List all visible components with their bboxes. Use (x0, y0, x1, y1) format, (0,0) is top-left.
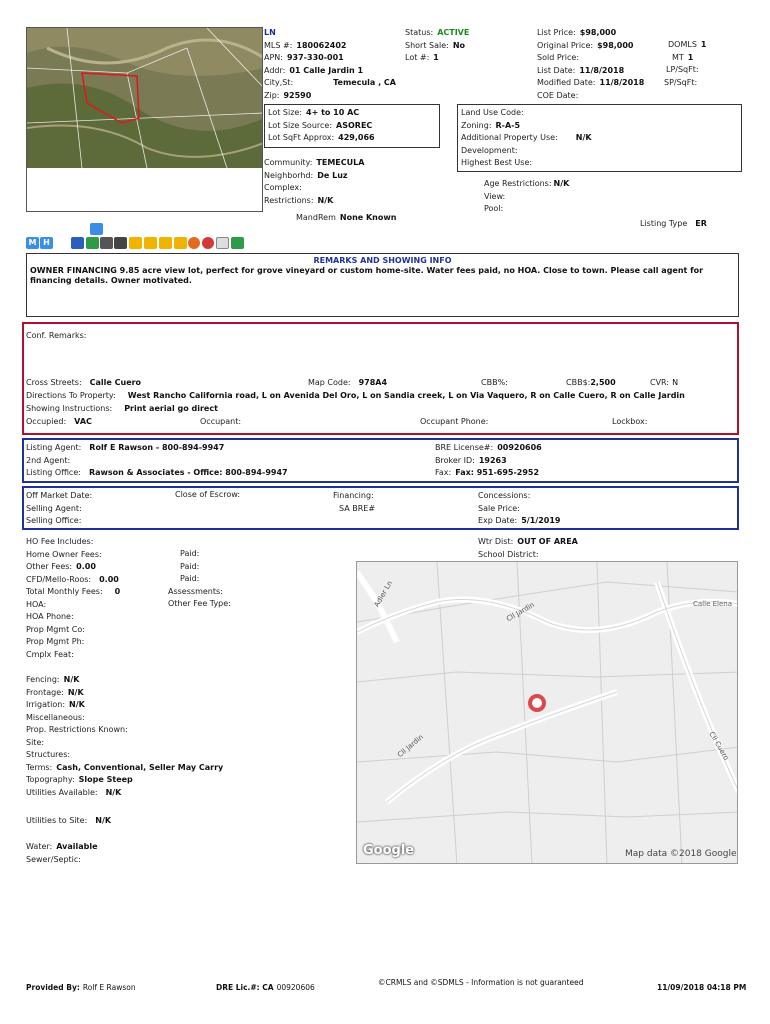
camera-icon[interactable] (114, 237, 127, 249)
mt-value: 1 (687, 52, 694, 62)
utilities-available-value: N/K (105, 787, 122, 797)
fencing-value: N/K (63, 675, 80, 684)
list-price-value: $98,000 (579, 28, 617, 37)
apn-label: APN: (264, 53, 283, 62)
other-fees-value: 0.00 (76, 562, 96, 571)
other-fee-type-label: Other Fee Type: (168, 599, 231, 608)
lot-size-value: 4+ to 10 AC (306, 108, 360, 117)
view-label: View: (484, 191, 506, 201)
zoning-value: R-A-5 (495, 120, 521, 130)
wtr-dist-value: OUT OF AREA (517, 537, 578, 546)
status-badge: ACTIVE (437, 28, 470, 37)
list-price-label: List Price: (537, 28, 576, 37)
lot-source-value: ASOREC (336, 120, 373, 130)
map-code-value: 978A4 (358, 378, 388, 387)
pool-label: Pool: (484, 204, 504, 213)
other-fees-label: Other Fees: (26, 562, 73, 571)
mandrem-value: None Known (339, 213, 397, 222)
site-label: Site: (26, 737, 45, 747)
lot-value: 1 (433, 53, 439, 62)
hoa-phone-label: HOA Phone: (26, 612, 74, 621)
financing-label: Financing: (333, 491, 374, 500)
alert-icon[interactable] (174, 237, 187, 249)
highest-use-label: Highest Best Use: (461, 158, 533, 167)
orig-price-label: Original Price: (537, 40, 594, 50)
neighborhood-value: De Luz (317, 170, 348, 180)
location-map[interactable] (356, 561, 738, 864)
map-m-icon[interactable]: M (26, 237, 39, 249)
lot-sqft-label: Lot SqFt Approx: (268, 133, 335, 142)
house-icon[interactable] (100, 237, 113, 249)
frontage-label: Frontage: (26, 687, 64, 697)
prop-mgmt-label: Prop Mgmt Co: (26, 624, 85, 634)
coe-label: COE Date: (537, 90, 579, 100)
cross-streets-value: Calle Cuero (89, 378, 142, 387)
domls-value: 1 (700, 40, 707, 49)
wtr-dist-label: Wtr Dist: (478, 537, 514, 546)
megaphone-icon[interactable] (144, 237, 157, 249)
remarks-text: OWNER FINANCING 9.85 acre view lot, perfect for grove vineyard or custom home-site. Water fees paid, no HOA. Close to town. Please call agent for financing details. Owner motivated. (30, 266, 704, 285)
mt-label: MT (672, 52, 684, 62)
land-use-label: Land Use Code: (461, 108, 524, 117)
cbb-label: CBB$: (566, 378, 591, 387)
city-label: City,St: (264, 78, 294, 87)
broker-label: Broker ID: (435, 455, 475, 465)
total-fees-value: 0 (114, 587, 121, 596)
addl-use-label: Additional Property Use: (461, 133, 558, 142)
school-district-label: School District: (478, 549, 539, 559)
structures-label: Structures: (26, 750, 71, 759)
selling-office-label: Selling Office: (26, 516, 82, 525)
exp-date-label: Exp Date: (478, 516, 518, 525)
community-label: Community: (264, 158, 313, 167)
cvr-value: N (672, 378, 679, 387)
map-label-cuero: Cll Cuero (707, 730, 731, 762)
conf-remarks-label: Conf. Remarks: (26, 331, 87, 340)
topography-value: Slope Steep (78, 775, 133, 784)
water-value: Available (56, 842, 98, 851)
frontage-value: N/K (67, 687, 84, 697)
building-icon[interactable] (90, 223, 103, 235)
history-h-icon[interactable]: H (40, 237, 53, 249)
zoning-label: Zoning: (461, 120, 492, 130)
occupied-value: VAC (74, 417, 92, 426)
exp-date-value: 5/1/2019 (521, 516, 561, 525)
hoa-label: HOA: (26, 599, 47, 609)
info-icon[interactable] (71, 237, 84, 249)
city-value: Temecula , CA (333, 78, 396, 87)
lp-sqft-label: LP/SqFt: (666, 65, 699, 74)
occupied-label: Occupied: (26, 417, 67, 426)
listing-office-label: Listing Office: (26, 468, 81, 477)
map-label-adler: Adler Ln (372, 579, 395, 609)
off-market-label: Off Market Date: (26, 491, 93, 500)
cbb-pct-label: CBB%: (481, 378, 508, 387)
addr-label: Addr: (264, 65, 286, 75)
assessments-label: Assessments: (168, 586, 223, 596)
chart-icon[interactable] (216, 237, 229, 249)
map-code-label: Map Code: (308, 378, 351, 387)
apn-value: 937-330-001 (286, 53, 344, 62)
aerial-photo (26, 27, 263, 212)
concessions-label: Concessions: (478, 491, 531, 500)
irrigation-label: Irrigation: (26, 700, 66, 709)
dre-value: 00920606 (276, 983, 315, 992)
pie-icon[interactable] (202, 237, 214, 249)
mandrem-label: MandRem (296, 213, 336, 222)
home-icon[interactable] (86, 237, 99, 249)
addl-use-value: N/K (575, 133, 592, 142)
complex-label: Complex: (264, 183, 302, 192)
zip-value: 92590 (283, 90, 312, 100)
sa-bre-label: SA BRE# (339, 503, 376, 513)
mls-value: 180062402 (296, 40, 347, 50)
star-icon[interactable] (188, 237, 200, 249)
showing-label: Showing Instructions: (26, 404, 113, 413)
map-label-jardin-2: Cll Jardin (396, 732, 425, 760)
lot-sqft-value: 429,066 (338, 133, 375, 142)
list-date-label: List Date: (537, 65, 576, 75)
prop-mgmt-ph-label: Prop Mgmt Ph: (26, 637, 85, 646)
community-value: TEMECULA (316, 158, 365, 167)
neighborhood-label: Neighborhd: (264, 170, 314, 180)
icon-toolbar (26, 221, 266, 251)
fax-label: Fax: (435, 468, 452, 477)
map-label-elena: Calle Elena (693, 600, 732, 608)
map-label-jardin-1: Cll Jardin (505, 600, 536, 624)
cbb-value: 2,500 (590, 378, 616, 387)
lot-source-label: Lot Size Source: (268, 120, 333, 130)
sale-section (22, 486, 739, 530)
mls-label: MLS #: (264, 40, 293, 50)
prop-restrictions-label: Prop. Restrictions Known: (26, 725, 128, 734)
total-fees-label: Total Monthly Fees: (26, 587, 103, 596)
fencing-label: Fencing: (26, 675, 60, 684)
person-icon[interactable] (231, 237, 244, 249)
calendar-icon[interactable] (159, 237, 172, 249)
second-agent-label: 2nd Agent: (26, 455, 71, 465)
short-sale-label: Short Sale: (405, 40, 449, 50)
paid-label-1: Paid: (180, 549, 200, 558)
lockbox-label: Lockbox: (612, 417, 648, 426)
terms-label: Terms: (26, 762, 53, 772)
showing-value: Print aerial go direct (124, 404, 218, 413)
misc-label: Miscellaneous: (26, 712, 85, 722)
listing-agent-label: Listing Agent: (26, 443, 82, 452)
lot-size-label: Lot Size: (268, 108, 303, 117)
domls-label: DOMLS (668, 40, 697, 49)
listing-type-label: Listing Type (640, 219, 688, 228)
terms-value: Cash, Conventional, Seller May Carry (56, 762, 224, 772)
irrigation-value: N/K (69, 700, 85, 709)
paid-label-3: Paid: (180, 574, 200, 583)
development-label: Development: (461, 145, 518, 155)
directions-value: West Rancho California road, L on Avenida Del Oro, L on Sandia creek, L on Via Vaquero, R on Calle Cuero, R on Calle Jardin (127, 391, 685, 400)
modified-value: 11/8/2018 (599, 78, 645, 87)
sp-sqft-label: SP/SqFt: (664, 77, 698, 87)
age-label: Age Restrictions: (484, 179, 552, 188)
sale-price-label: Sale Price: (478, 503, 520, 513)
ho-fees-label: Home Owner Fees: (26, 549, 102, 559)
lot-label: Lot #: (405, 53, 430, 62)
ln-label: LN (264, 28, 276, 37)
restrictions-label: Restrictions: (264, 195, 314, 205)
listing-type-value: ER (695, 219, 707, 228)
selling-agent-label: Selling Agent: (26, 503, 82, 513)
footer-copyright: ©CRMLS and ©SDMLS - Information is not guaranteed (378, 978, 584, 987)
cfd-value: 0.00 (99, 574, 119, 584)
sold-price-label: Sold Price: (537, 53, 580, 62)
cross-streets-label: Cross Streets: (26, 378, 82, 387)
google-logo: Google (363, 843, 415, 858)
utilities-site-label: Utilities to Site: (26, 816, 88, 825)
age-value: N/K (553, 179, 570, 188)
cfd-label: CFD/Mello-Roos: (26, 574, 92, 584)
list-date-value: 11/8/2018 (579, 65, 625, 75)
remarks-title: REMARKS AND SHOWING INFO (313, 256, 452, 265)
occupant-label: Occupant: (200, 417, 242, 426)
map-copyright: Map data ©2018 Google (625, 849, 737, 859)
occupant-phone-label: Occupant Phone: (420, 417, 489, 426)
listing-office-value: Rawson & Associates - Office: 800-894-9947 (88, 468, 288, 477)
fax-value: Fax: 951-695-2952 (455, 468, 540, 477)
sewer-label: Sewer/Septic: (26, 854, 81, 864)
bre-value: 00920606 (497, 443, 542, 452)
broker-value: 19263 (478, 455, 507, 465)
topography-label: Topography: (26, 775, 75, 784)
listing-agent-value: Rolf E Rawson - 800-894-9947 (89, 443, 225, 452)
provided-by-label: Provided By: (26, 983, 80, 992)
footer-timestamp: 11/09/2018 04:18 PM (657, 983, 747, 992)
modified-label: Modified Date: (537, 78, 596, 87)
dre-label: DRE Lic.#: CA (216, 983, 274, 992)
cvr-label: CVR: (650, 378, 670, 387)
zip-label: Zip: (264, 90, 280, 100)
utilities-available-label: Utilities Available: (26, 787, 98, 797)
restrictions-value: N/K (317, 195, 334, 205)
addr-value: 01 Calle Jardin 1 (289, 65, 364, 75)
bre-label: BRE License#: (435, 443, 494, 452)
orig-price-value: $98,000 (597, 40, 634, 50)
close-escrow-label: Close of Escrow: (175, 490, 241, 499)
provided-by-value: Rolf E Rawson (82, 983, 136, 992)
utilities-site-value: N/K (95, 816, 112, 825)
paid-label-2: Paid: (180, 561, 200, 571)
directions-label: Directions To Property: (26, 391, 116, 400)
water-label: Water: (26, 842, 53, 851)
status-label: Status: (405, 28, 434, 37)
cmplx-feat-label: Cmplx Feat: (26, 649, 74, 659)
short-sale-value: No (452, 40, 466, 50)
ho-includes-label: HO Fee Includes: (26, 537, 94, 546)
envelope-icon[interactable] (129, 237, 142, 249)
